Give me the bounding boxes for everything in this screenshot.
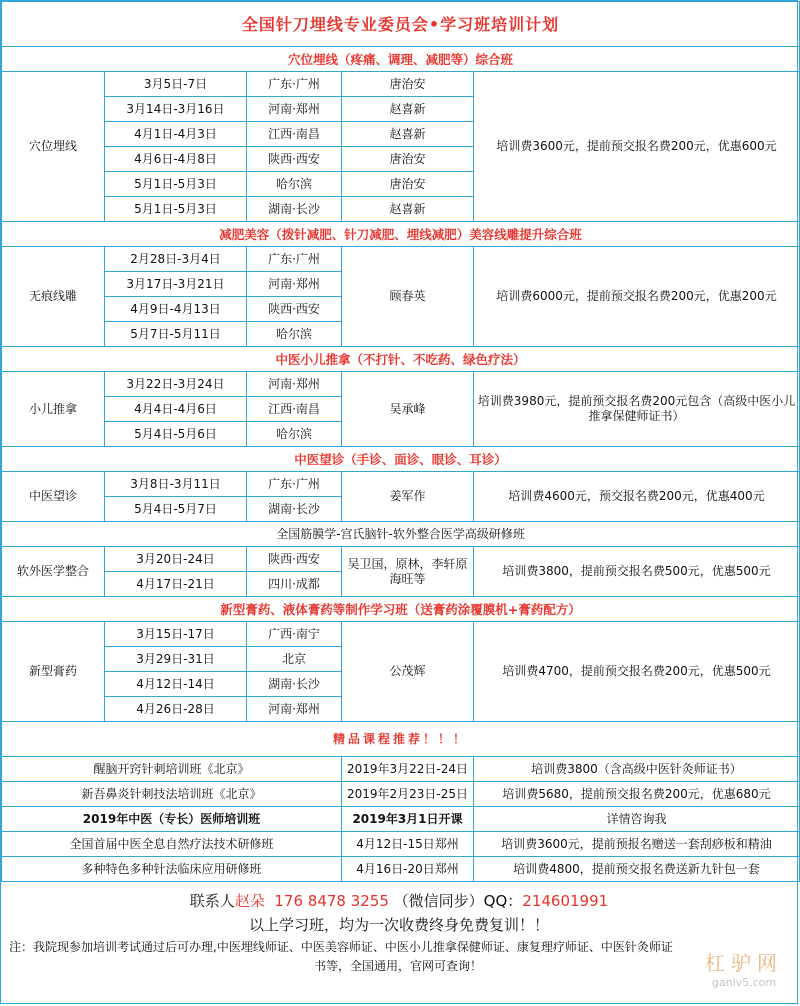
recommend-course-info: 培训费3800（含高级中医针灸师证书） bbox=[474, 757, 800, 782]
course-name: 新型膏药 bbox=[2, 622, 105, 722]
session-place: 江西·南昌 bbox=[247, 122, 342, 147]
session-date: 3月22日-3月24日 bbox=[105, 372, 247, 397]
recommend-row bbox=[2, 832, 800, 857]
session-date: 3月8日-3月11日 bbox=[105, 472, 247, 497]
session-place: 湖南·长沙 bbox=[247, 197, 342, 222]
recommend-course-name: 多种特色多种针法临床应用研修班 bbox=[2, 857, 342, 882]
session-date: 5月4日-5月6日 bbox=[105, 422, 247, 447]
session-place: 广西·南宁 bbox=[247, 622, 342, 647]
session-place: 河南·郑州 bbox=[247, 697, 342, 722]
course-name: 无痕线雕 bbox=[2, 247, 105, 347]
session-row bbox=[2, 472, 800, 497]
session-place: 广东·广州 bbox=[247, 247, 342, 272]
course-section-header: 中医小儿推拿（不打针、不吃药、绿色疗法） bbox=[2, 347, 800, 372]
session-date: 3月20日-24日 bbox=[105, 547, 247, 572]
watermark-url: ganlv5.com bbox=[711, 976, 777, 989]
contact-name: 赵朵 bbox=[234, 892, 265, 910]
session-place: 陕西·西安 bbox=[247, 547, 342, 572]
session-date: 4月12日-14日 bbox=[105, 672, 247, 697]
certificate-note bbox=[1, 936, 797, 976]
recommend-course-name: 新吾鼻炎针刺技法培训班《北京》 bbox=[2, 782, 342, 807]
training-plan-table bbox=[1, 1, 800, 882]
recommend-course-date: 2019年3月22日-24日 bbox=[342, 757, 474, 782]
recommend-course-name: 醒脑开窍针刺培训班《北京》 bbox=[2, 757, 342, 782]
recommend-course-date: 4月12日-15日郑州 bbox=[342, 832, 474, 857]
session-date: 5月1日-5月3日 bbox=[105, 197, 247, 222]
session-row bbox=[2, 622, 800, 647]
recommend-row bbox=[2, 782, 800, 807]
course-fee: 培训费4600元，预交报名费200元，优惠400元 bbox=[474, 472, 800, 522]
course-name: 小儿推拿 bbox=[2, 372, 105, 447]
course-fee: 培训费3600元，提前预交报名费200元，优惠600元 bbox=[474, 72, 800, 222]
retraining-notice: 以上学习班，均为一次收费终身免费复训！！ bbox=[248, 916, 549, 934]
course-section-header: 中医望诊（手诊、面诊、眼诊、耳诊） bbox=[2, 447, 800, 472]
session-date: 4月1日-4月3日 bbox=[105, 122, 247, 147]
contact-qq[interactable]: 214601991 bbox=[522, 892, 609, 910]
contact-line bbox=[1, 890, 797, 912]
session-place: 江西·南昌 bbox=[247, 397, 342, 422]
session-place: 湖南·长沙 bbox=[247, 672, 342, 697]
session-row bbox=[2, 72, 800, 97]
session-date: 5月4日-5月7日 bbox=[105, 497, 247, 522]
session-date: 5月7日-5月11日 bbox=[105, 322, 247, 347]
session-teacher: 唐治安 bbox=[342, 147, 474, 172]
recommend-row bbox=[2, 857, 800, 882]
recommend-course-date: 2019年3月1日开课 bbox=[342, 807, 474, 832]
session-place: 河南·郑州 bbox=[247, 97, 342, 122]
session-place: 广东·广州 bbox=[247, 72, 342, 97]
recommend-course-name: 2019年中医（专长）医师培训班 bbox=[2, 807, 342, 832]
recommend-course-date: 2019年2月23日-25日 bbox=[342, 782, 474, 807]
recommend-row bbox=[2, 757, 800, 782]
session-place: 陕西·西安 bbox=[247, 297, 342, 322]
session-place: 北京 bbox=[247, 647, 342, 672]
session-date: 2月28日-3月4日 bbox=[105, 247, 247, 272]
session-row bbox=[2, 372, 800, 397]
note-line-1: 注：我院现参加培训考试通过后可办理,中医埋线师证、中医美容师证、中医小儿推拿保健师证、康复理疗师证、中医针灸师证 bbox=[9, 940, 673, 954]
session-place: 河南·郑州 bbox=[247, 372, 342, 397]
session-place: 四川·成都 bbox=[247, 572, 342, 597]
session-date: 3月17日-3月21日 bbox=[105, 272, 247, 297]
course-section-header: 全国筋膜学-宫氏脑针-软外整合医学高级研修班 bbox=[2, 522, 800, 547]
recommend-course-info: 详情咨询我 bbox=[474, 807, 800, 832]
session-date: 3月29日-31日 bbox=[105, 647, 247, 672]
course-teacher: 顾春英 bbox=[342, 247, 474, 347]
watermark bbox=[705, 947, 783, 989]
session-teacher: 唐治安 bbox=[342, 72, 474, 97]
course-name: 中医望诊 bbox=[2, 472, 105, 522]
session-place: 广东·广州 bbox=[247, 472, 342, 497]
recommend-course-date: 4月16日-20日郑州 bbox=[342, 857, 474, 882]
session-date: 4月4日-4月6日 bbox=[105, 397, 247, 422]
session-date: 4月6日-4月8日 bbox=[105, 147, 247, 172]
recommend-course-info: 培训费4800，提前预交报名费送新九针包一套 bbox=[474, 857, 800, 882]
contact-label: 联系人 bbox=[189, 892, 235, 910]
session-date: 3月15日-17日 bbox=[105, 622, 247, 647]
session-row bbox=[2, 547, 800, 572]
session-place: 河南·郑州 bbox=[247, 272, 342, 297]
recommend-header: 精品课程推荐！！！ bbox=[2, 722, 800, 757]
session-date: 4月26日-28日 bbox=[105, 697, 247, 722]
recommend-course-info: 培训费3600元，提前预报名赠送一套刮痧板和精油 bbox=[474, 832, 800, 857]
course-fee: 培训费4700，提前预交报名费200元，优惠500元 bbox=[474, 622, 800, 722]
page-title: 全国针刀埋线专业委员会•学习班培训计划 bbox=[2, 2, 800, 47]
course-teacher: 吴承峰 bbox=[342, 372, 474, 447]
session-date: 3月5日-7日 bbox=[105, 72, 247, 97]
recommend-course-info: 培训费5680，提前预交报名费200元，优惠680元 bbox=[474, 782, 800, 807]
session-place: 哈尔滨 bbox=[247, 172, 342, 197]
course-section-header: 穴位埋线（疼痛、调理、减肥等）综合班 bbox=[2, 47, 800, 72]
session-row bbox=[2, 247, 800, 272]
course-section-header: 减肥美容（拨针减肥、针刀减肥、埋线减肥）美容线雕提升综合班 bbox=[2, 222, 800, 247]
session-teacher: 赵喜新 bbox=[342, 197, 474, 222]
session-date: 5月1日-5月3日 bbox=[105, 172, 247, 197]
course-fee: 培训费3980元，提前预交报名费200元包含（高级中医小儿推拿保健师证书） bbox=[474, 372, 800, 447]
session-date: 4月9日-4月13日 bbox=[105, 297, 247, 322]
watermark-logo: 杠驴网 bbox=[705, 951, 783, 975]
recommend-course-name: 全国首届中医全息自然疗法技术研修班 bbox=[2, 832, 342, 857]
course-fee: 培训费6000元，提前预交报名费200元，优惠200元 bbox=[474, 247, 800, 347]
course-teacher: 公茂辉 bbox=[342, 622, 474, 722]
session-teacher: 赵喜新 bbox=[342, 97, 474, 122]
course-name: 软外医学整合 bbox=[2, 547, 105, 597]
note-line-2: 书等，全国通用，官网可查询！ bbox=[313, 959, 482, 973]
course-name: 穴位埋线 bbox=[2, 72, 105, 222]
contact-phone[interactable]: 176 8478 3255 bbox=[274, 892, 389, 910]
session-place: 哈尔滨 bbox=[247, 422, 342, 447]
session-date: 3月14日-3月16日 bbox=[105, 97, 247, 122]
course-section-header: 新型膏药、液体膏药等制作学习班（送膏药涂覆膜机+膏药配方） bbox=[2, 597, 800, 622]
session-teacher: 赵喜新 bbox=[342, 122, 474, 147]
recommend-row bbox=[2, 807, 800, 832]
session-place: 陕西·西安 bbox=[247, 147, 342, 172]
session-place: 哈尔滨 bbox=[247, 322, 342, 347]
session-teacher: 唐治安 bbox=[342, 172, 474, 197]
course-fee: 培训费3800，提前预交报名费500元，优惠500元 bbox=[474, 547, 800, 597]
session-place: 湖南·长沙 bbox=[247, 497, 342, 522]
session-date: 4月17日-21日 bbox=[105, 572, 247, 597]
contact-wechat-note: （微信同步）QQ： bbox=[393, 892, 523, 910]
course-teacher: 姜军作 bbox=[342, 472, 474, 522]
course-teacher: 吴卫国，原林，李轩原海旺等 bbox=[342, 547, 474, 597]
